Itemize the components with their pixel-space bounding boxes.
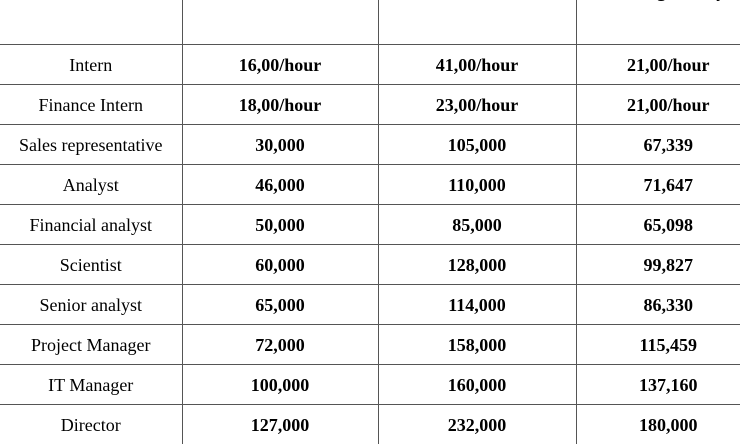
cell-minimum: 18,00/hour <box>182 85 378 125</box>
cell-minimum: 16,00/hour <box>182 45 378 85</box>
cell-professional: Director <box>0 405 182 444</box>
table-row <box>0 125 740 165</box>
cell-maximum: 23,00/hour <box>378 85 576 125</box>
table-row <box>0 205 740 245</box>
cell-average-salary: 99,827 <box>576 245 740 285</box>
cell-maximum: 85,000 <box>378 205 576 245</box>
cell-professional: Sales representative <box>0 125 182 165</box>
cell-maximum: 160,000 <box>378 365 576 405</box>
table-row <box>0 245 740 285</box>
cell-average-salary: 67,339 <box>576 125 740 165</box>
cell-average-salary: 137,160 <box>576 365 740 405</box>
header-average-salary <box>576 0 740 45</box>
cell-minimum: 127,000 <box>182 405 378 444</box>
header-professional <box>0 0 182 45</box>
cell-average-salary: 115,459 <box>576 325 740 365</box>
header-row <box>0 0 740 45</box>
header-minimum <box>182 0 378 45</box>
cell-average-salary: 21,00/hour <box>576 85 740 125</box>
cell-maximum: 158,000 <box>378 325 576 365</box>
cell-professional: Intern <box>0 45 182 85</box>
cell-average-salary: 71,647 <box>576 165 740 205</box>
table-row <box>0 165 740 205</box>
cell-average-salary: 180,000 <box>576 405 740 444</box>
cell-average-salary: 86,330 <box>576 285 740 325</box>
cell-minimum: 60,000 <box>182 245 378 285</box>
table-row <box>0 45 740 85</box>
cell-maximum: 110,000 <box>378 165 576 205</box>
cell-professional: Finance Intern <box>0 85 182 125</box>
cell-professional: Senior analyst <box>0 285 182 325</box>
cell-minimum: 46,000 <box>182 165 378 205</box>
cell-professional: Financial analyst <box>0 205 182 245</box>
cell-professional: Analyst <box>0 165 182 205</box>
cell-average-salary: 65,098 <box>576 205 740 245</box>
table-row <box>0 85 740 125</box>
cell-minimum: 30,000 <box>182 125 378 165</box>
cell-maximum: 41,00/hour <box>378 45 576 85</box>
cell-professional: Project Manager <box>0 325 182 365</box>
cell-maximum: 114,000 <box>378 285 576 325</box>
table-row <box>0 285 740 325</box>
cell-average-salary: 21,00/hour <box>576 45 740 85</box>
cell-minimum: 65,000 <box>182 285 378 325</box>
cell-professional: Scientist <box>0 245 182 285</box>
cell-minimum: 50,000 <box>182 205 378 245</box>
cell-minimum: 100,000 <box>182 365 378 405</box>
table-row <box>0 325 740 365</box>
cell-professional: IT Manager <box>0 365 182 405</box>
cell-minimum: 72,000 <box>182 325 378 365</box>
cell-maximum: 128,000 <box>378 245 576 285</box>
cell-maximum: 105,000 <box>378 125 576 165</box>
table-row <box>0 405 740 444</box>
cell-maximum: 232,000 <box>378 405 576 444</box>
header-maximum <box>378 0 576 45</box>
table-row <box>0 365 740 405</box>
